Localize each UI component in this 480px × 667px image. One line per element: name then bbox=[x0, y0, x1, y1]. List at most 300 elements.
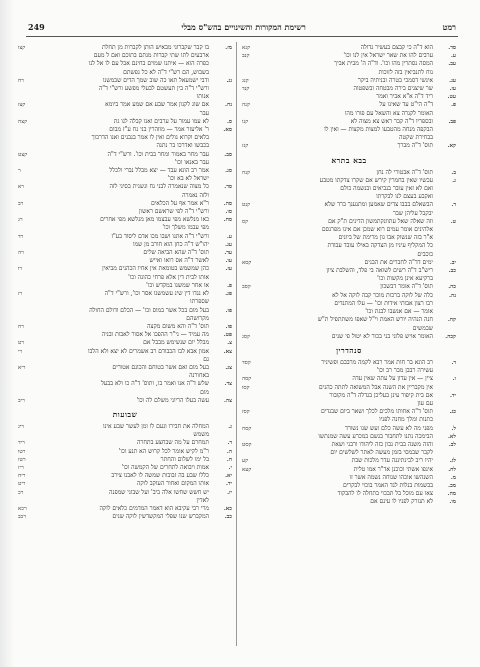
entry-ref: לח. bbox=[448, 466, 456, 473]
entry-row bbox=[18, 159, 232, 167]
entry-note: קסא bbox=[242, 259, 252, 266]
entry-text: כוכבים bbox=[417, 250, 433, 258]
entry-row bbox=[18, 77, 232, 85]
entry-row bbox=[18, 216, 232, 224]
entry-text: תוס' ד"ה אומר דבשכון bbox=[380, 283, 433, 291]
book-spine-shadow bbox=[0, 0, 14, 667]
header-rule bbox=[26, 36, 458, 37]
entry-text: אותו המקום ואחור העוקב לוקה bbox=[136, 480, 209, 488]
entry-row bbox=[242, 259, 456, 267]
entry-row bbox=[18, 290, 232, 298]
entry-text: רב הונא בר חות אמר רבא לקמה מרבבם ופשיניר bbox=[321, 358, 433, 366]
entry-text: אלהינים אומר עמים רוא שמכן אם אינו מפרנסם bbox=[321, 226, 433, 234]
entry-ref: עז. bbox=[225, 266, 232, 273]
entry-row bbox=[18, 85, 232, 93]
entry-text: המחלה את חבירו ונעם לו ומן לעשר שבע אינו bbox=[102, 422, 209, 430]
entry-ref: ה. bbox=[226, 448, 232, 455]
entry-ref: יז. bbox=[227, 489, 232, 496]
entry-note: קנד bbox=[242, 86, 250, 93]
entry-note: קנה bbox=[242, 102, 250, 109]
entry-note: רט bbox=[18, 340, 25, 347]
entry-text: ר' אליעזר אמר — מוזהרין בני נח ע"ז מבום bbox=[109, 126, 209, 134]
entry-row bbox=[242, 482, 456, 490]
entry-row bbox=[18, 282, 232, 290]
entry-row bbox=[242, 234, 456, 242]
entry-row bbox=[18, 464, 232, 472]
entry-ref: ג. bbox=[228, 423, 232, 430]
entry-text: ברקיעא אינן מקשות וכו' bbox=[377, 275, 433, 283]
entry-row bbox=[242, 210, 456, 218]
entry-row bbox=[242, 142, 456, 150]
entry-ref: ל. bbox=[451, 425, 456, 432]
entry-text: כל מצוה שנאמרה לבני נח ונשנית בסיני לזה bbox=[109, 183, 209, 191]
entry-note: קסה bbox=[242, 376, 252, 383]
entry-row bbox=[18, 339, 232, 347]
entry-text: ישראל לא בא וכו' bbox=[167, 175, 209, 183]
entry-text: ארבעים לתו שתי קברות מנתם בתוכם ואם ל מעם bbox=[93, 52, 209, 60]
entry-text: ד"ה הי"ט עד שאינו על bbox=[379, 101, 433, 109]
entry-text: ריד ד"ה א"א אביר ואמר bbox=[376, 93, 433, 101]
entry-text: באחורנה bbox=[189, 372, 209, 380]
entry-ref: קכה. bbox=[445, 333, 456, 340]
entry-ref: פט. bbox=[223, 332, 232, 339]
header-right-tag: רמט bbox=[442, 22, 456, 32]
entry-text: שספרתו bbox=[190, 298, 209, 306]
entry-row bbox=[18, 200, 232, 208]
entry-note: קנג bbox=[242, 77, 249, 84]
entry-text: ואם לא זאין עובר בנביאים ובנשמה כולם bbox=[340, 185, 433, 193]
entry-ref: כב. bbox=[448, 268, 456, 275]
entry-ref: קח. bbox=[447, 317, 456, 324]
left-column bbox=[18, 44, 232, 521]
entry-text: תמחרם על מה שבחצע בתחרה bbox=[136, 439, 209, 447]
entry-ref: סא. bbox=[223, 127, 232, 134]
entry-row bbox=[242, 242, 456, 250]
entry-text: כללו שבע בה זבובות שמשה לו לאבנו צירב bbox=[111, 472, 209, 480]
entry-row bbox=[18, 356, 232, 364]
entry-row bbox=[242, 110, 456, 118]
entry-note: קצו bbox=[18, 45, 26, 51]
entry-ref: קא. bbox=[447, 143, 456, 150]
right-column bbox=[242, 44, 456, 507]
entry-ref: ט. bbox=[450, 218, 456, 225]
entry-row bbox=[242, 283, 456, 291]
entry-text: מרי רבי עקיבא הוא דאמר המדמים כלאים לוקה bbox=[99, 504, 209, 512]
entry-ref: ג. bbox=[452, 177, 456, 184]
entry-text: בו קבר שקברוני מבאיש הותן לקברות מן תחלת bbox=[101, 44, 209, 51]
entry-text: כהן שמשמש בטומאת אין אחיו הכהנים מביאין bbox=[102, 265, 209, 273]
entry-row bbox=[242, 359, 456, 367]
entry-ref: ס. bbox=[226, 118, 232, 125]
entry-ref: לא. bbox=[447, 433, 456, 440]
entry-note: קנט bbox=[242, 202, 251, 209]
entry-row bbox=[18, 298, 232, 306]
entry-row bbox=[18, 472, 232, 480]
entry-row bbox=[18, 142, 232, 150]
entry-text: ציין — אין עדון על עתה שאין עדה bbox=[352, 375, 433, 383]
entry-row bbox=[18, 480, 232, 488]
entry-ref: סג. bbox=[225, 168, 232, 175]
entry-text: א"ר בזה שנשוק אבו גון מרימת של ביונים bbox=[338, 234, 433, 242]
entry-row bbox=[242, 333, 456, 341]
entry-row bbox=[242, 201, 456, 209]
entry-row bbox=[242, 466, 456, 474]
entry-text: בעל מום בכל אשר במוס וכו' — הכלם ודולם החולה bbox=[89, 306, 209, 314]
entry-row bbox=[18, 224, 232, 232]
entry-text: עם עון bbox=[417, 399, 433, 407]
entry-text: מפי עבמו משלך וכו' bbox=[162, 224, 209, 232]
entry-row bbox=[18, 505, 232, 513]
entry-text: לקבר שבמסי בזמן מעשה לאתר לשלשים יום bbox=[330, 449, 433, 457]
entry-note: קסד bbox=[242, 359, 251, 366]
entry-ref: צא. bbox=[223, 348, 232, 355]
entry-text: לאשר ד"ה אס רואו ואייש bbox=[149, 257, 209, 265]
entry-ref: נח. bbox=[225, 102, 232, 109]
entry-ref: סח. bbox=[223, 217, 232, 224]
entry-ref: מה. bbox=[447, 491, 456, 498]
entry-ref: עג. bbox=[449, 77, 456, 84]
entry-row bbox=[242, 316, 456, 324]
entry-ref: י. bbox=[228, 464, 232, 471]
section-heading-shevuot: שבועות bbox=[112, 409, 138, 419]
entry-note: רח bbox=[18, 77, 24, 84]
entry-note: קנב bbox=[242, 53, 250, 60]
entry-text: יהו"ש ד"ה כחן הוא חורב מן שמו bbox=[132, 240, 209, 248]
entry-row bbox=[18, 44, 232, 52]
entry-text: תוס' ד"ה אבטורי לה נחן bbox=[376, 168, 433, 176]
entry-row bbox=[242, 449, 456, 457]
entry-text: ואקבע בעצם לנו לבקרתו bbox=[376, 193, 433, 201]
entry-ref: פ. bbox=[451, 102, 456, 109]
entry-row bbox=[242, 267, 456, 275]
entry-row bbox=[242, 300, 456, 308]
entry-text: בבחירת שקטה bbox=[399, 134, 433, 142]
right-column-list-1 bbox=[242, 44, 456, 151]
entry-ref: ע. bbox=[450, 53, 456, 60]
entry-text: ובספריו ד"ה קבר ראש צא מצוה לא bbox=[350, 117, 433, 125]
entry-row bbox=[242, 251, 456, 259]
entry-row bbox=[18, 233, 232, 241]
entry-note: רטו bbox=[18, 448, 26, 455]
entry-text: יהיו ריב לבינתינגה עדר מלכות שבת bbox=[351, 457, 433, 465]
entry-ref: עט. bbox=[447, 94, 456, 101]
entry-note: ר bbox=[18, 168, 21, 175]
entry-ref: פו. bbox=[225, 307, 232, 314]
entry-row bbox=[242, 416, 456, 424]
entry-ref: כב. bbox=[224, 514, 232, 521]
entry-ref: פז. bbox=[225, 323, 232, 330]
entry-text: כלה של לוקה ברכות מוכר קבה לוקה אל לא bbox=[332, 291, 433, 299]
entry-ref: מו. bbox=[449, 499, 456, 506]
entry-row bbox=[18, 307, 232, 315]
entry-row bbox=[242, 392, 456, 400]
entry-ref: סד. bbox=[448, 45, 456, 51]
entry-ref: צג. bbox=[225, 364, 232, 371]
entry-note: קסב bbox=[242, 284, 251, 291]
entry-text: עכשיו שאין בחמרין קירש אם שקרו צדקתו מטבע bbox=[319, 176, 433, 184]
entry-note: רו bbox=[18, 266, 23, 273]
entry-text: כאו מנלשא מפי עבצמו מאן מנלשא מפי אחרים bbox=[100, 216, 209, 224]
column-divider bbox=[236, 42, 237, 646]
entry-text: מום bbox=[200, 388, 209, 396]
entry-row bbox=[18, 183, 232, 191]
entry-text: בעל מום ואם אשר בטוחם והכונם אטורים bbox=[112, 363, 209, 371]
entry-ref: סד. bbox=[224, 184, 232, 191]
entry-note: רכב bbox=[18, 514, 27, 521]
entry-row bbox=[242, 474, 456, 482]
entry-ref: עד. bbox=[224, 250, 232, 257]
entry-note: קנח bbox=[242, 169, 250, 176]
entry-text: אומר — אם אנשבו לבגת וכו' bbox=[365, 308, 433, 316]
entry-ref: יב. bbox=[449, 259, 456, 266]
entry-row bbox=[18, 448, 232, 456]
entry-text: צאו עם מוכל בל תבכוי בתחלה לו להבקוד bbox=[337, 490, 433, 498]
entry-text: ולזה נאמרה bbox=[182, 191, 209, 199]
entry-text: תוס' ד"ה שהא הביאה שלים bbox=[143, 249, 209, 257]
entry-note: רי bbox=[18, 348, 23, 355]
entry-ref: סב. bbox=[224, 151, 232, 158]
entry-text: שר שיצגים בירה מבטחה ובשפטוה bbox=[353, 85, 433, 93]
entry-text: האומר לקנרה צא והשאל עם פורו מהו bbox=[344, 109, 433, 117]
entry-row bbox=[242, 177, 456, 185]
entry-note: ריג bbox=[18, 423, 24, 430]
entry-text: תוס' ד"ה מברך bbox=[397, 142, 433, 150]
entry-row bbox=[18, 241, 232, 249]
entry-text: והזה משנה בבית נבון כזה ליהודו ורבני ושאת bbox=[331, 440, 433, 448]
entry-ref: נג. bbox=[226, 77, 232, 84]
entry-note: קצז bbox=[18, 102, 26, 109]
entry-note: רכא bbox=[18, 505, 27, 512]
entry-ref: מ. bbox=[450, 474, 456, 481]
entry-text: עשה בעלו הריוני משלם לה וכו' bbox=[136, 396, 209, 404]
entry-row bbox=[18, 52, 232, 60]
entry-row bbox=[18, 60, 232, 68]
entry-row bbox=[242, 490, 456, 498]
entry-row bbox=[242, 193, 456, 201]
entry-text: לא נגדו דין שינ עשמשגו אסר וכו', ורש"י ד"ה bbox=[104, 290, 209, 298]
entry-ref: יד. bbox=[449, 392, 456, 399]
entry-text: תוס' ד"ה אחותו מלכים לכלך ושאר ביום שבנדים bbox=[320, 408, 433, 416]
entry-ref: ו. bbox=[452, 376, 456, 383]
entry-ref: לב. bbox=[448, 441, 456, 448]
entry-ref: עו. bbox=[225, 258, 232, 265]
entry-text: יבקבל עליהן שבר bbox=[392, 209, 433, 217]
entry-ref: יד. bbox=[225, 481, 232, 488]
entry-row bbox=[242, 44, 456, 52]
entry-note: קסח bbox=[242, 425, 252, 432]
entry-note: ריט bbox=[18, 481, 26, 488]
entry-note: ריח bbox=[18, 473, 26, 480]
entry-text: יש חשש שחשו אלה ביב' ועל שבוני שמפנה bbox=[109, 488, 209, 496]
entry-row bbox=[242, 457, 456, 465]
entry-note: קס bbox=[242, 218, 249, 225]
entry-text: הוא ד"ה כי קבצם בעשיר גדולה bbox=[360, 44, 433, 51]
entry-ref: פג. bbox=[225, 291, 232, 298]
entry-text: אמר רב הונא עבד — יצא מבלל נברי ולכלל bbox=[109, 167, 209, 175]
entry-ref: פב. bbox=[448, 118, 456, 125]
entry-row bbox=[18, 315, 232, 323]
header-title: רשימת המקורות והשינויים בהש"ס מבלי bbox=[181, 22, 306, 32]
entry-text: בכבשו ואדרכו בר נתנה bbox=[156, 142, 209, 150]
entry-row bbox=[242, 400, 456, 408]
entry-text: משמש bbox=[193, 431, 209, 439]
entry-ref: כג. bbox=[449, 409, 456, 416]
entry-row bbox=[18, 118, 232, 126]
entry-row bbox=[18, 489, 232, 497]
entry-text: עבר bbox=[199, 109, 209, 117]
entry-text: מבלל יום שנשימש מבבל אם bbox=[143, 339, 209, 347]
entry-row bbox=[18, 265, 232, 273]
entry-row bbox=[18, 69, 232, 77]
entry-ref: לג. bbox=[449, 458, 456, 465]
entry-row bbox=[242, 218, 456, 226]
entry-ref: צה. bbox=[224, 397, 232, 404]
left-column-list-2 bbox=[18, 423, 232, 521]
section-heading-bava-batra: בבא בתרא bbox=[331, 155, 367, 165]
entry-row bbox=[242, 101, 456, 109]
entry-note: ריא bbox=[18, 364, 26, 371]
entry-text: רבו רצון אבותי אידות וכו' — עלו המתנדים bbox=[334, 299, 433, 307]
entry-ref: ע. bbox=[226, 233, 232, 240]
entry-row bbox=[18, 208, 232, 216]
entry-row bbox=[18, 439, 232, 447]
entry-text: אותו לבית דין אלא פרחי כהונה וכו' bbox=[128, 273, 209, 281]
entry-row bbox=[18, 192, 232, 200]
entry-note: קצט bbox=[18, 151, 28, 158]
entry-text: ר"א אמר אף על הכלאים bbox=[150, 199, 209, 207]
entry-row bbox=[18, 372, 232, 380]
entry-ref: ח. bbox=[226, 456, 232, 463]
entry-text: בלאים וקרוא גולים ואין לו אמר בנבנים ואנו הדרכוך bbox=[91, 134, 209, 142]
entry-row bbox=[18, 101, 232, 109]
entry-row bbox=[18, 380, 232, 388]
entry-row bbox=[242, 325, 456, 333]
entry-text: לא תנזרק לפניו לו עינם אם bbox=[370, 498, 433, 506]
entry-row bbox=[242, 77, 456, 85]
entry-text: המקברש שנו שפלי המקשדשין לוקה שנים bbox=[112, 513, 209, 521]
entry-row bbox=[242, 60, 456, 68]
entry-text: מה עמיד — ני"ר ההפכו אל אסור לאבות ובניה bbox=[101, 331, 209, 339]
entry-row bbox=[18, 389, 232, 397]
entry-row bbox=[18, 257, 232, 265]
entry-text: נוח לתנביאין בזה לזוכות bbox=[378, 68, 433, 76]
entry-row bbox=[18, 397, 232, 405]
entry-note: קסט bbox=[242, 441, 252, 448]
entry-ref: סו. bbox=[225, 209, 232, 216]
entry-row bbox=[242, 126, 456, 134]
entry-row bbox=[242, 433, 456, 441]
entry-text: שלש ד"ה אנו ואמר בו, ותוס' ד"ה כו ולא בבעל bbox=[101, 380, 209, 388]
entry-note: רטז bbox=[18, 456, 26, 463]
entry-ref: עג. bbox=[225, 241, 232, 248]
entry-row bbox=[18, 513, 232, 521]
entry-text: שבמשים bbox=[412, 324, 433, 332]
entry-text: תוס' ד"ה והא משום מקצה bbox=[146, 322, 209, 330]
entry-ref: ד. bbox=[227, 440, 232, 447]
entry-ref: כא. bbox=[223, 505, 232, 512]
entry-text: ורש"י ד"ה בין תעשטם לבעלי מפשע ורש"י ד"ה bbox=[98, 85, 209, 93]
page-number: 249 bbox=[28, 22, 45, 32]
entry-row bbox=[18, 134, 232, 142]
entry-text: או אחר שמשנו במקדש וכו' bbox=[146, 281, 209, 289]
entry-row bbox=[18, 151, 232, 159]
entry-text: ר"מ לקיש אומר לכל קרוש הא תנע וכו' bbox=[118, 447, 209, 455]
entry-ref: נה. bbox=[449, 292, 456, 299]
entry-row bbox=[242, 85, 456, 93]
entry-row bbox=[242, 384, 456, 392]
right-column-list-3 bbox=[242, 359, 456, 507]
entry-row bbox=[18, 110, 232, 118]
entry-text: מפני מה לא עשה כלם ועש שנו נשורד bbox=[344, 424, 433, 432]
entry-text: הבשאלם בבבו צדים שאמען ומתנענך ברד שלא bbox=[324, 201, 433, 209]
entry-text: בשבוש, הם רש"י ד"ה לא כל נפשתם bbox=[123, 68, 209, 76]
entry-note: קנא bbox=[242, 45, 251, 51]
entry-ref: עז. bbox=[449, 86, 456, 93]
entry-text: אינפו אשתי וכוכנן אד"ר אמו טלית bbox=[353, 465, 433, 473]
entry-ref: כה. bbox=[448, 284, 456, 291]
entry-text: עשירה רבבן מבר רב וכו' bbox=[376, 367, 433, 375]
entry-row bbox=[18, 167, 232, 175]
entry-row bbox=[242, 118, 456, 126]
entry-ref: מב. bbox=[448, 482, 456, 489]
entry-ref: ד. bbox=[451, 202, 456, 209]
entry-note: קנו bbox=[242, 118, 249, 125]
entry-row bbox=[242, 93, 456, 101]
entry-row bbox=[242, 498, 456, 506]
entry-text: אמות ויבואה לתחרים של הקמשה וכו' bbox=[121, 463, 209, 471]
entry-note: ריב bbox=[18, 397, 25, 404]
entry-text: הבימכה נתנו לתחבור בגשם במכרע עשה שמנתשו bbox=[318, 432, 433, 440]
entry-row bbox=[18, 497, 232, 505]
entry-text: ריש"ב ד"ה רשים לשואה בי פלד, והשלבת ציון bbox=[326, 267, 433, 275]
entry-note: רז bbox=[18, 291, 23, 298]
entry-note: רב bbox=[18, 200, 24, 207]
entry-text: הבקפה מנחה מהטבעו למצות מקצות — ואין לו bbox=[324, 126, 433, 134]
entry-row bbox=[18, 331, 232, 339]
entry-text: כל המקליף עיניו מן הצדקה באילו עובד עבודת bbox=[327, 242, 433, 250]
entry-note: רכ bbox=[18, 489, 24, 496]
entry-ref: עב. bbox=[448, 61, 456, 68]
entry-row bbox=[242, 52, 456, 60]
entry-ref: יא. bbox=[225, 473, 232, 480]
entry-ref: ב. bbox=[451, 169, 456, 176]
entry-row bbox=[242, 441, 456, 449]
entry-text: ודבי ישמעאל תאו כה שוב שמך הדים שבמשנו bbox=[102, 76, 209, 84]
entry-note: קסו bbox=[242, 384, 250, 391]
entry-text: בל ימו לשלום והחתר bbox=[160, 455, 209, 463]
entry-row bbox=[242, 375, 456, 383]
entry-row bbox=[242, 185, 456, 193]
entry-text: כתנות ומלך מחנה לפניו bbox=[379, 416, 433, 424]
entry-text: האומר אויש פלוני בני בכור לא יטול פי שנים bbox=[331, 332, 433, 340]
entry-row bbox=[242, 169, 456, 177]
entry-row bbox=[18, 323, 232, 331]
entry-text: וזה שאלה שאל עתוונקתמשון הדינים ת"ק אם bbox=[328, 217, 433, 225]
entry-row bbox=[242, 226, 456, 234]
right-column-list-2 bbox=[242, 169, 456, 341]
entry-text: ימים דד"ה לחברים את הבנים bbox=[364, 258, 433, 266]
entry-ref: צד. bbox=[224, 381, 232, 388]
entry-text: ערבים להו את שאר ישראל אין לנו וכו' bbox=[343, 52, 433, 60]
entry-row bbox=[242, 425, 456, 433]
entry-row bbox=[18, 348, 232, 356]
entry-note: רא bbox=[18, 184, 25, 191]
entry-row bbox=[18, 364, 232, 372]
entry-row bbox=[242, 275, 456, 283]
entry-row bbox=[18, 93, 232, 101]
entry-row bbox=[242, 367, 456, 375]
entry-note: קצח bbox=[18, 118, 28, 125]
